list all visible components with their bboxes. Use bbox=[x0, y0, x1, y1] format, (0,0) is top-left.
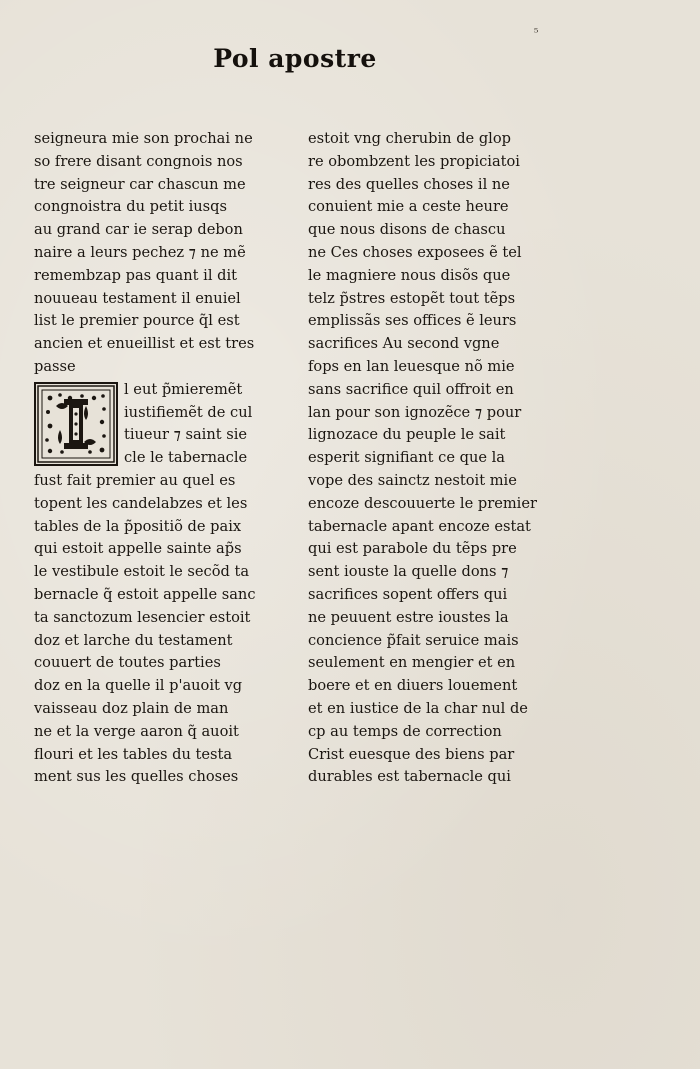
text-line: re obombzent les propiciatoi bbox=[308, 152, 520, 170]
text-line: tiueur ⁊ saint sie bbox=[124, 426, 248, 444]
text-line: seigneura mie son prochai ne bbox=[34, 130, 253, 147]
text-line: vope des sainctz nestoit mie bbox=[308, 471, 517, 489]
text-line: sent iouste la quelle dons ⁊ bbox=[308, 563, 509, 581]
text-line: ancien et enueillist et est tres bbox=[34, 335, 255, 353]
text-line: ne Ces choses exposees ẽ tel bbox=[308, 243, 522, 261]
text-line: so frere disant congnois nos bbox=[34, 152, 243, 170]
text-line: flouri et les tables du testa bbox=[34, 745, 233, 763]
text-line: encoze descouuerte le premier bbox=[308, 494, 537, 512]
initial-block bbox=[34, 379, 264, 470]
text-line: list le premier pource q̃l est bbox=[34, 312, 240, 330]
text-line: res des quelles choses il ne bbox=[308, 175, 510, 193]
text-line: emplissãs ses offices ẽ leurs bbox=[308, 312, 517, 330]
text-line: nouueau testament il enuiel bbox=[34, 289, 241, 307]
text-line: esperit signifiant ce que la bbox=[308, 449, 505, 467]
text-line: qui estoit appelle sainte ap̃s bbox=[34, 540, 242, 558]
text-line: estoit vng cherubin de glop bbox=[308, 130, 511, 147]
left-column-top bbox=[34, 128, 264, 379]
text-line: seulement en mengier et en bbox=[308, 654, 516, 672]
left-column-bottom bbox=[34, 470, 264, 789]
text-line: cp au temps de correction bbox=[308, 722, 502, 740]
text-line: le vestibule estoit le secõd ta bbox=[34, 563, 250, 581]
text-line: sans sacrifice quil offroit en bbox=[308, 380, 514, 398]
text-line: lignozace du peuple le sait bbox=[308, 426, 506, 444]
text-line: et en iustice de la char nul de bbox=[308, 699, 528, 717]
folio-mark: ⁵ bbox=[534, 26, 539, 39]
text-line: concience p̃fait seruice mais bbox=[308, 631, 519, 649]
text-line: remembzap pas quant il dit bbox=[34, 266, 238, 284]
text-line: doz et larche du testament bbox=[34, 631, 233, 649]
right-column bbox=[308, 128, 536, 789]
text-line: iustifiemẽt de cul bbox=[124, 403, 253, 421]
running-head: Pol apostre bbox=[213, 44, 377, 73]
text-line: vaisseau doz plain de man bbox=[34, 699, 229, 717]
text-line: qui est parabole du tẽps pre bbox=[308, 540, 517, 558]
text-line: telz p̃stres estopẽt tout tẽps bbox=[308, 289, 516, 307]
text-line: tre seigneur car chascun me bbox=[34, 175, 246, 193]
text-line: conuient mie a ceste heure bbox=[308, 198, 509, 216]
text-line: durables est tabernacle qui bbox=[308, 768, 511, 786]
text-line: lan pour son ignozẽce ⁊ pour bbox=[308, 403, 522, 421]
text-line: Crist euesque des biens par bbox=[308, 745, 515, 763]
text-line: que nous disons de chascu bbox=[308, 221, 506, 239]
text-line: sacrifices Au second vgne bbox=[308, 335, 500, 353]
text-line: boere et en diuers louement bbox=[308, 677, 518, 695]
left-column bbox=[34, 128, 264, 789]
text-line: ne et la verge aaron q̃ auoit bbox=[34, 722, 239, 740]
text-line: ta sanctozum lesencier estoit bbox=[34, 608, 251, 626]
text-line: tabernacle apant encoze estat bbox=[308, 517, 531, 535]
text-line: topent les candelabzes et les bbox=[34, 494, 248, 512]
text-line: congnoistra du petit iusqs bbox=[34, 198, 228, 216]
text-line: passe bbox=[34, 357, 76, 375]
text-line: sacrifices sopent offers qui bbox=[308, 585, 508, 603]
text-line: au grand car ie serap debon bbox=[34, 221, 243, 239]
decorated-initial-icon bbox=[34, 382, 118, 466]
text-line: doz en la quelle il p'auoit vg bbox=[34, 677, 243, 695]
text-line: bernacle q̃ estoit appelle sanc bbox=[34, 585, 256, 603]
text-line: ment sus les quelles choses bbox=[34, 768, 239, 786]
text-line: le magniere nous disõs que bbox=[308, 266, 511, 284]
text-line: couuert de toutes parties bbox=[34, 654, 221, 672]
text-line: l eut p̃mieremẽt bbox=[124, 380, 243, 398]
text-line: cle le tabernacle bbox=[124, 449, 248, 467]
text-line: naire a leurs pechez ⁊ ne mẽ bbox=[34, 243, 246, 261]
text-line: fops en lan leuesque nõ mie bbox=[308, 357, 515, 375]
text-line: ne peuuent estre ioustes la bbox=[308, 608, 509, 626]
text-line: tables de la p̃positiõ de paix bbox=[34, 517, 242, 535]
text-line: fust fait premier au quel es bbox=[34, 471, 236, 489]
